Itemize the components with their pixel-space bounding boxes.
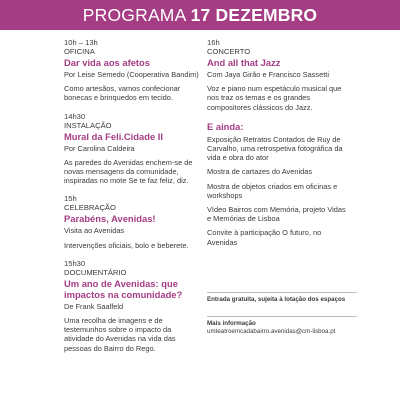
entry-info (207, 292, 357, 304)
event-kind: DOCUMENTÁRIO (64, 267, 127, 277)
event-description: Uma recolha de imagens e de testemunhos sobre o impacto da atividade do Avenidas na vida das pessoas do Bairro do Rego. (64, 316, 176, 353)
event-title: And all that Jazz (207, 57, 281, 68)
event-author: Por Carolina Caldeira (64, 143, 135, 153)
event-description: Intervenções oficiais, bolo e beberete. (64, 240, 189, 250)
more-info-heading: Mais informação (207, 320, 256, 327)
event-time: 10h – 13h (64, 38, 98, 47)
event-description: Voz e piano num espetáculo musical que nos traz os temas e os grandes compositores clássicos do Jazz. (207, 84, 342, 112)
program-banner (0, 0, 400, 30)
event-time: 15h (64, 194, 77, 204)
left-column (64, 38, 200, 362)
also-item: Mostra de cartazes do Avenidas (207, 167, 313, 177)
event-time: 14h30 (64, 111, 86, 121)
event-concert (207, 38, 347, 112)
banner-date: 17 DEZEMBRO (190, 5, 318, 25)
event-time: 16h (207, 38, 220, 47)
event-kind: CONCERTO (207, 47, 251, 56)
event-author: Por Leise Semedo (Cooperativa Bandim) (64, 70, 199, 79)
also-item: Exposição Retratos Contados de Ruy de Carvalho, uma retrospetiva fotográfica da vida e obra do ator (207, 134, 343, 163)
event-installation (64, 112, 200, 186)
event-author: Visita ao Avenidas (64, 226, 125, 236)
event-description: Como artesãos, vamos confecionar bonecas e brinquedos em tecido. (64, 84, 181, 103)
event-description: As paredes do Avenidas enchem-se de novas mensagens da comunidade, inspiradas no mote Se te faz feliz, diz. (64, 157, 193, 186)
event-kind: OFICINA (64, 47, 95, 56)
event-documentary (64, 259, 200, 353)
event-title: Dar vida aos afetos (64, 57, 150, 68)
also-heading: E ainda: (207, 120, 244, 132)
also-item: Convite à participação O futuro, no Avenidas (207, 228, 322, 247)
event-author: De Frank Saalfeld (64, 301, 124, 311)
event-time: 15h30 (64, 258, 86, 268)
event-kind: INSTALAÇÃO (64, 120, 112, 130)
entry-note: Entrada gratuita, sujeita à lotação dos espaços (207, 296, 346, 303)
event-workshop (64, 38, 200, 103)
right-column (207, 38, 347, 252)
event-title: Mural da Feli.Cidade II (64, 130, 163, 142)
banner-prefix: PROGRAMA (82, 5, 186, 25)
event-kind: CELEBRAÇÃO (64, 203, 116, 213)
event-author: Com Jaya Girão e Francisco Sassetti (207, 70, 329, 79)
also-item: Mostra de objetos criados em oficinas e workshops (207, 181, 338, 200)
also-item: Vídeo Bairros com Memória, projeto Vidas e Memórias de Lisboa (207, 205, 346, 224)
event-title: Parabéns, Avenidas! (64, 213, 156, 225)
contact-email[interactable]: umteatroemcadabairro.avenidas@cm-lisboa.pt (207, 327, 336, 335)
event-celebration (64, 194, 200, 249)
event-title: Um ano de Avenidas: que impactos na comunidade? (64, 277, 183, 300)
contact-info (207, 316, 357, 335)
